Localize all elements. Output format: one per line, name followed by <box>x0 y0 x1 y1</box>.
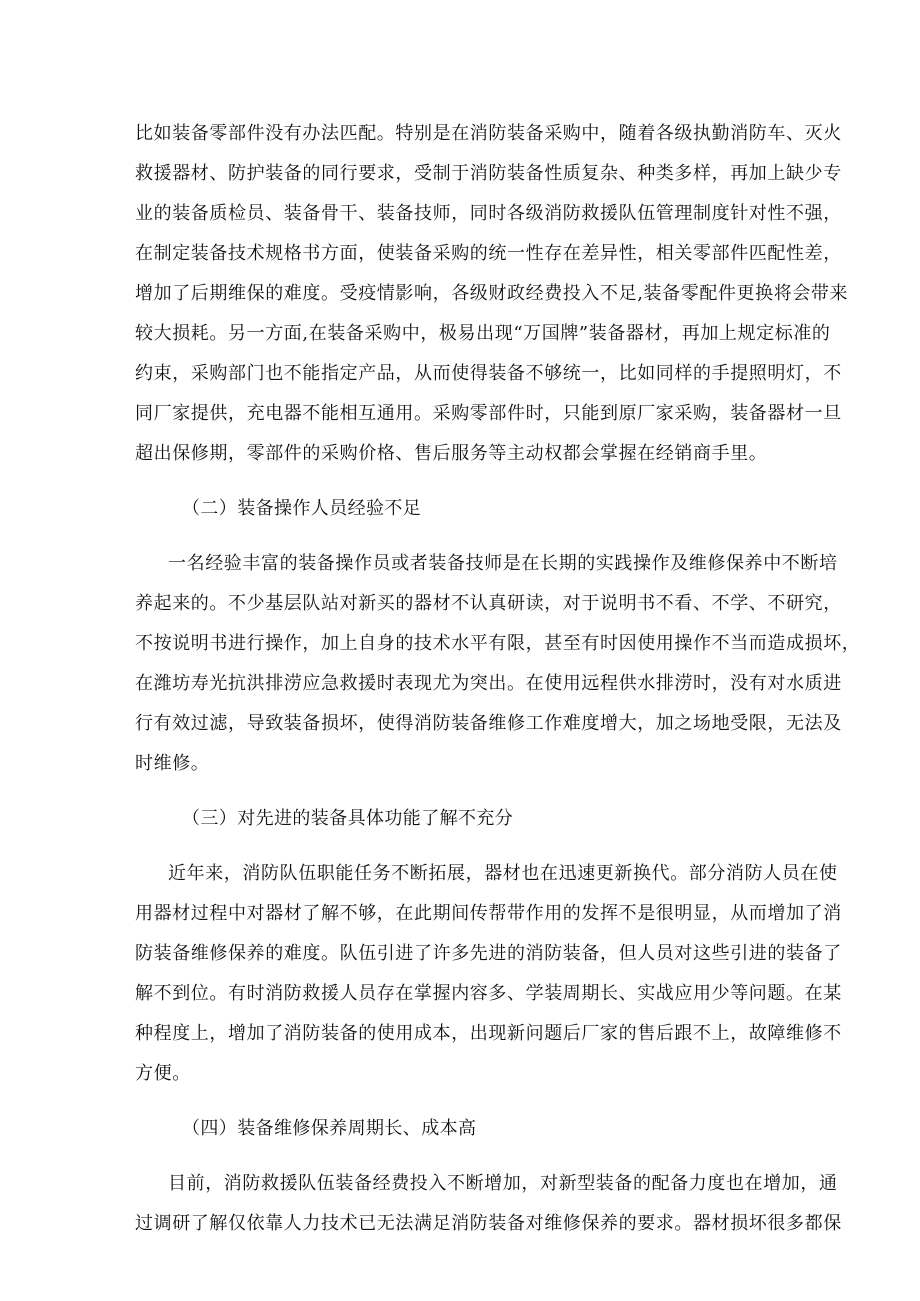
paragraph-line: 用器材过程中对器材了解不够，在此期间传帮带作用的发挥不是很明显，从而增加了消 <box>135 903 842 924</box>
paragraph-line: 较大损耗。另一方面,在装备采购中，极易出现“万国牌”装备器材，再加上规定标准的 <box>135 323 831 344</box>
paragraph-line: 防装备维修保养的难度。队伍引进了许多先进的消防装备，但人员对这些引进的装备了 <box>135 943 842 964</box>
paragraph-line: 过调研了解仅依靠人力技术已无法满足消防装备对维修保养的要求。器材损坏很多都保 <box>135 1213 842 1234</box>
paragraph-line: 行有效过滤，导致装备损坏，使得消防装备维修工作难度增大，加之场地受限，无法及 <box>135 713 842 734</box>
paragraph-line: 超出保修期，零部件的采购价格、售后服务等主动权都会掌握在经销商手里。 <box>135 443 768 464</box>
paragraph-line: 解不到位。有时消防救援人员存在掌握内容多、学装周期长、实战应用少等问题。在某 <box>135 983 842 1004</box>
paragraph-line: 种程度上，增加了消防装备的使用成本，出现新问题后厂家的售后跟不上，故障维修不 <box>135 1023 842 1044</box>
paragraph-line: 比如装备零部件没有办法匹配。特别是在消防装备采购中，随着各级执勤消防车、灭火 <box>135 123 842 144</box>
paragraph-line: 业的装备质检员、装备骨干、装备技师，同时各级消防救援队伍管理制度针对性不强， <box>135 203 842 224</box>
paragraph-line: 方便。 <box>135 1063 191 1084</box>
paragraph-line: 目前，消防救援队伍装备经费投入不断增加，对新型装备的配备力度也在增加，通 <box>168 1173 838 1194</box>
paragraph-line: 约束，采购部门也不能指定产品，从而使得装备不够统一，比如同样的手提照明灯，不 <box>135 363 842 384</box>
paragraph-line: 时维修。 <box>135 753 210 774</box>
paragraph-line: 养起来的。不少基层队站对新买的器材不认真研读，对于说明书不看、不学、不研究， <box>135 593 842 614</box>
paragraph-line: 一名经验丰富的装备操作员或者装备技师是在长期的实践操作及维修保养中不断培 <box>168 553 838 574</box>
section-heading: （三）对先进的装备具体功能了解不充分 <box>182 808 514 829</box>
paragraph-line: 救援器材、防护装备的同行要求，受制于消防装备性质复杂、种类多样，再加上缺少专 <box>135 163 842 184</box>
paragraph-line: 在制定装备技术规格书方面，使装备采购的统一性存在差异性，相关零部件匹配性差， <box>135 243 842 264</box>
paragraph-line: 在潍坊寿光抗洪排涝应急救援时表现尤为突出。在使用远程供水排涝时，没有对水质进 <box>135 673 842 694</box>
paragraph-line: 近年来，消防队伍职能任务不断拓展，器材也在迅速更新换代。部分消防人员在使 <box>168 863 838 884</box>
paragraph-line: 增加了后期维保的难度。受疫情影响，各级财政经费投入不足,装备零配件更换将会带来 <box>135 283 849 304</box>
section-heading: （二）装备操作人员经验不足 <box>182 498 422 519</box>
section-heading: （四）装备维修保养周期长、成本高 <box>182 1118 477 1139</box>
paragraph-line: 不按说明书进行操作，加上自身的技术水平有限，甚至有时因使用操作不当而造成损坏， <box>135 633 861 654</box>
paragraph-line: 同厂家提供，充电器不能相互通用。采购零部件时，只能到原厂家采购，装备器材一旦 <box>135 403 842 424</box>
